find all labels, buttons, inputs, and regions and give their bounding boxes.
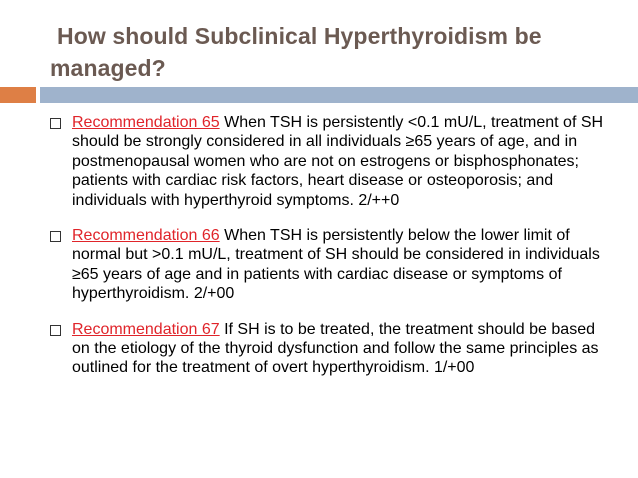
list-item [50,113,610,210]
recommendation-66-text: When TSH is persistently below the lower limit of normal but >0.1 mU/L, treatment of SH should be considered in individuals ≥65 years of age and in patients with cardiac disease or symptoms of hyperthyroidism. 2/+00 [72,227,600,303]
square-bullet-icon [50,118,61,129]
recommendation-65-text: When TSH is persistently <0.1 mU/L, treatment of SH should be strongly considered in all individuals ≥65 years of age, and in postmenopausal women who are not on estrogens or bisphosphonates; patients with cardiac risk factors, heart disease or osteoporosis; and individuals with hyperthyroid symptoms. 2/++0 [72,114,604,209]
slide-title-text: How should Subclinical Hyperthyroidism be managed? [50,23,542,81]
recommendation-65-link[interactable]: Recommendation 65 [72,114,220,131]
recommendation-66-link[interactable]: Recommendation 66 [72,227,220,245]
square-bullet-icon [50,231,61,242]
recommendation-67-text: If SH is to be treated, the treatment should be based on the etiology of the thyroid dysfunction and follow the same principles as outlined for the treatment of overt hyperthyroidism. 1/+00 [72,320,599,377]
list-item [50,226,610,304]
recommendation-67-link[interactable]: Recommendation 67 [72,320,220,338]
recommendation-list [50,113,610,394]
square-bullet-icon [50,325,61,336]
list-item [50,320,610,378]
title-divider-bar [40,87,638,103]
title-accent-bar [0,87,36,103]
slide-title [50,20,620,84]
